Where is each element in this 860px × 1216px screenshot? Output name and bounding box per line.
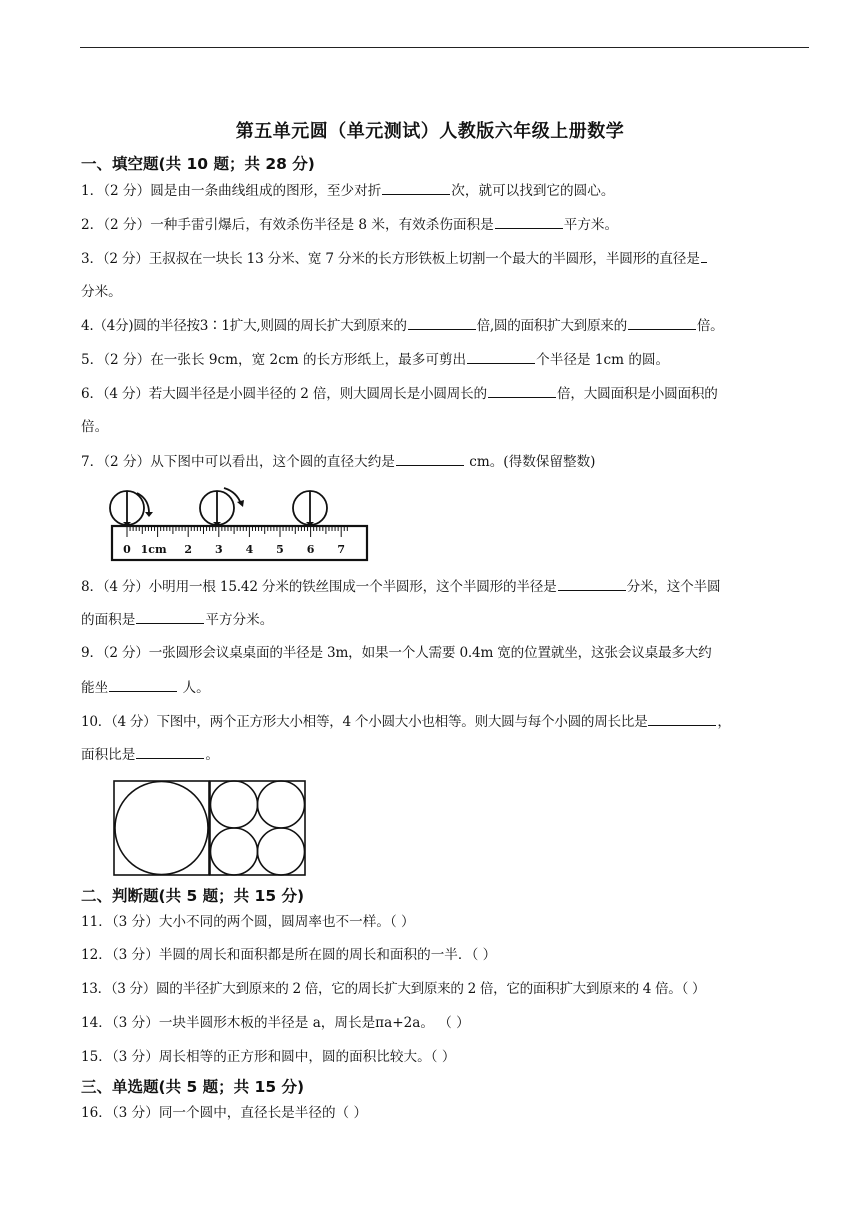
- answer-blank[interactable]: [396, 452, 464, 466]
- question-14: 14．（3 分）一块半圆形木板的半径是 a，周长是πa+2a。 （ ）: [81, 1015, 470, 1031]
- answer-blank[interactable]: [408, 316, 476, 330]
- big-circle: [115, 782, 208, 875]
- question-13: 13．（3 分）圆的半径扩大到原来的 2 倍，它的周长扩大到原来的 2 倍，它的面积扩大到原来的 4 倍。（ ）: [81, 981, 706, 997]
- question-9: 9．（2 分）一张圆形会议桌桌面的半径是 3m，如果一个人需要 0.4m 宽的位置就坐，这张会议桌最多大约: [81, 645, 712, 661]
- ruler-label: 3: [214, 543, 223, 556]
- answer-blank[interactable]: [495, 215, 563, 229]
- question-6: 6．（4 分）若大圆半径是小圆半径的 2 倍，则大圆周长是小圆周长的 倍，大圆面积是小圆面积的: [81, 386, 718, 402]
- small-circle: [258, 781, 305, 828]
- arrowheads: [123, 500, 314, 526]
- answer-blank[interactable]: [558, 577, 626, 591]
- ruler-label: 7: [337, 543, 346, 556]
- small-circle: [258, 828, 305, 875]
- answer-blank[interactable]: [701, 249, 707, 263]
- section-true-false: 二、判断题(共 5 题；共 15 分): [81, 887, 305, 905]
- question-4: 4.（4分)圆的半径按3∶1扩大,则圆的周长扩大到原来的 倍,圆的面积扩大到原来的 倍。: [81, 318, 724, 334]
- small-circle: [211, 828, 258, 875]
- squares-circles-figure: [112, 779, 308, 877]
- ruler-label: 4: [245, 543, 254, 556]
- ruler-label: 6: [306, 543, 315, 556]
- answer-blank[interactable]: [467, 350, 535, 364]
- ruler-figure: [104, 487, 372, 563]
- question-9-cont: 能坐 人。: [81, 680, 210, 696]
- section-fill-in: 一、填空题(共 10 题；共 28 分): [81, 155, 315, 173]
- header-rule: [80, 47, 809, 48]
- ruler-label: 0: [123, 543, 131, 556]
- right-square: [210, 781, 305, 875]
- answer-blank[interactable]: [488, 384, 556, 398]
- question-10-cont: 面积比是 。: [81, 747, 219, 763]
- question-6-cont: 倍。: [81, 419, 109, 435]
- section-single-choice: 三、单选题(共 5 题；共 15 分): [81, 1078, 305, 1096]
- ruler-label: 1cm: [140, 543, 167, 556]
- question-11: 11．（3 分）大小不同的两个圆，圆周率也不一样。（ ）: [81, 914, 415, 930]
- question-15: 15．（3 分）周长相等的正方形和圆中，圆的面积比较大。（ ）: [81, 1049, 456, 1065]
- question-8: 8．（4 分）小明用一根 15.42 分米的铁丝围成一个半圆形，这个半圆形的半径是 分米，这个半圆: [81, 579, 721, 595]
- answer-blank[interactable]: [628, 316, 696, 330]
- answer-blank[interactable]: [136, 610, 204, 624]
- rolling-circles: [110, 488, 327, 525]
- ruler-label: 5: [276, 543, 284, 556]
- question-3-cont: 分米。: [81, 284, 122, 300]
- question-2: 2．（2 分）一种手雷引爆后，有效杀伤半径是 8 米，有效杀伤面积是 平方米。: [81, 217, 619, 233]
- small-circle: [211, 781, 258, 828]
- answer-blank[interactable]: [136, 745, 204, 759]
- question-5: 5．（2 分）在一张长 9cm，宽 2cm 的长方形纸上，最多可剪出 个半径是 1cm 的圆。: [81, 352, 670, 368]
- answer-blank[interactable]: [648, 712, 716, 726]
- question-10: 10．（4 分）下图中，两个正方形大小相等，4 个小圆大小也相等。则大圆与每个小圆的周长比是 ，: [81, 714, 731, 730]
- question-8-cont: 的面积是 平方分米。: [81, 612, 274, 628]
- ruler-label: 2: [184, 543, 193, 556]
- answer-blank[interactable]: [109, 678, 177, 692]
- question-16: 16．（3 分）同一个圆中，直径长是半径的（ ）: [81, 1105, 368, 1121]
- answer-blank[interactable]: [382, 181, 450, 195]
- question-7: 7．（2 分）从下图中可以看出，这个圆的直径大约是 cm。(得数保留整数): [81, 454, 596, 470]
- question-3: 3．（2 分）王叔叔在一块长 13 分米、宽 7 分米的长方形铁板上切割一个最大的半圆形，半圆形的直径是: [81, 249, 708, 268]
- question-1: 1．（2 分）圆是由一条曲线组成的图形，至少对折 次，就可以找到它的圆心。: [81, 183, 615, 199]
- question-12: 12．（3 分）半圆的周长和面积都是所在圆的周长和面积的一半．（ ）: [81, 947, 497, 963]
- page-title: 第五单元圆（单元测试）人教版六年级上册数学: [235, 121, 625, 142]
